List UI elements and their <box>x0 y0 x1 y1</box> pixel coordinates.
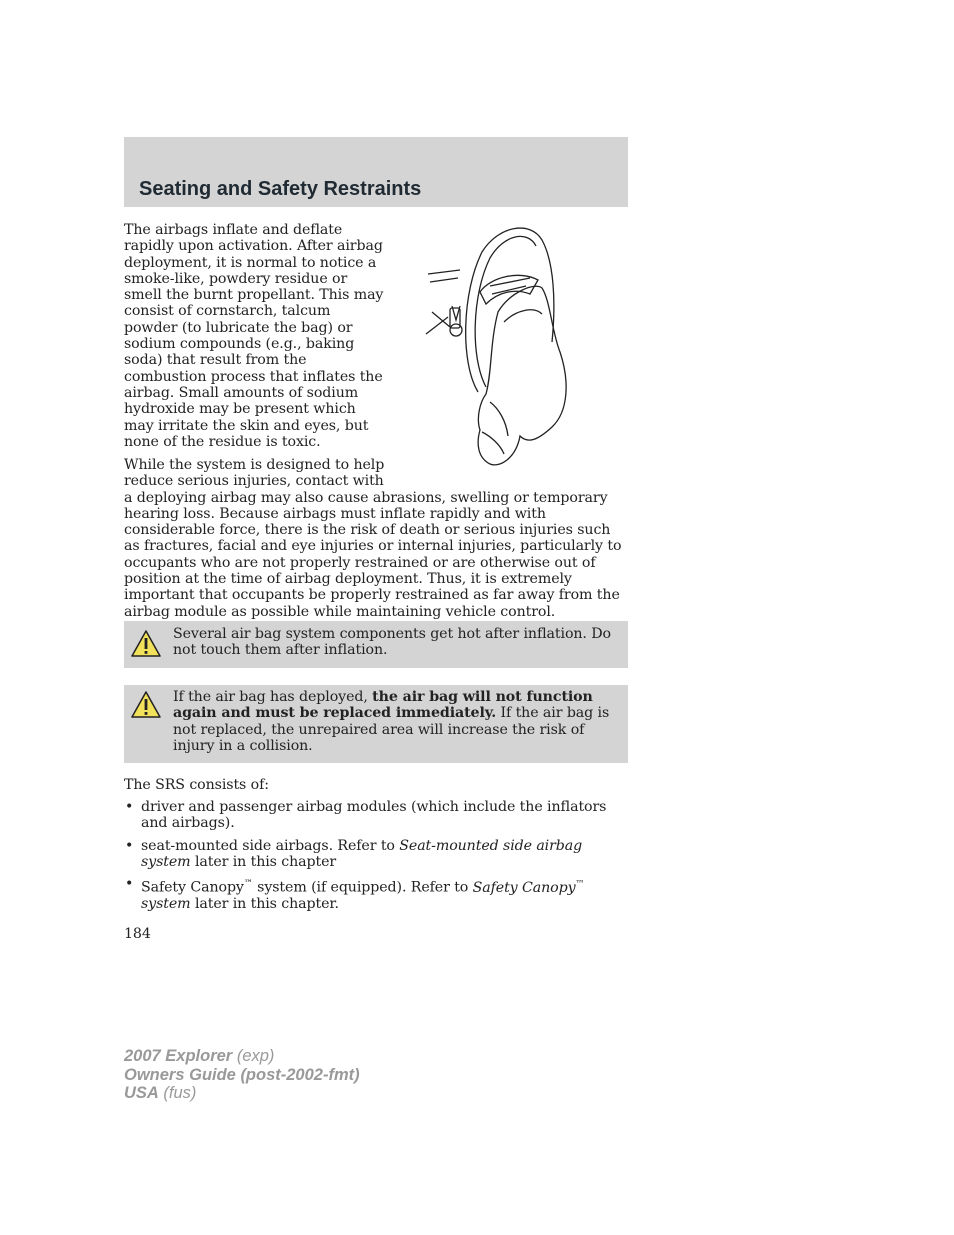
list-item-text: driver and passenger airbag modules (which include the inflators and airbags). <box>141 799 607 832</box>
bullet-icon: • <box>125 876 134 893</box>
paragraph-airbag-residue: The airbags inflate and deflate rapidly upon activation. After airbag deployment, it is normal to notice a smoke-like, powdery residue or smell the burnt propellant. This may consist of cornstarch, talcum powder (to lubricate the bag) or sodium compounds (e.g., baking soda) that result from the combustion process that inflates the airbag. Small amounts of sodium hydroxide may be present which may irritate the skin and eyes, but none of the residue is toxic. <box>124 222 384 450</box>
warning-text-part: If the air bag has deployed, <box>173 689 373 705</box>
list-item-text: later in this chapter <box>190 853 337 870</box>
paragraph-airbag-injuries-rest: a deploying airbag may also cause abrasions, swelling or temporary hearing loss. Because airbags must inflate rapidly and with considerable force, there is the risk of death or serious injuries such as fractures, facial and eye injuries or internal injuries, particularly to occupants who are not properly restrained or are otherwise out of position at the time of airbag deployment. Thus, it is extremely important that occupants be properly restrained as far away from the airbag module as possible while maintaining vehicle control. <box>124 489 622 620</box>
warning-text-part: If the air bag is not replaced, the unrepaired area will increase the risk of injury in a collision. <box>173 705 610 754</box>
paragraph-airbag-injuries-lead: While the system is designed to help reduce serious injuries, contact with <box>124 457 385 490</box>
paragraph-airbag-injuries <box>124 457 628 620</box>
warning-triangle-icon <box>130 690 162 719</box>
cross-reference: Seat-mounted side airbag system <box>141 837 583 870</box>
warning-box-hot-components <box>124 621 628 668</box>
list-item-text: seat-mounted side airbags. Refer to <box>141 837 400 854</box>
srs-intro: The SRS consists of: <box>124 777 269 793</box>
list-item-text: Safety Canopy <box>141 879 244 896</box>
warning-text-replace-airbag <box>130 689 620 754</box>
section-header-band <box>124 137 628 207</box>
warning-box-replace-airbag <box>124 685 628 763</box>
trademark-symbol: ™ <box>243 879 253 890</box>
list-item <box>124 799 628 832</box>
trademark-symbol: ™ <box>575 879 585 890</box>
list-item-text: system (if equipped). Refer to <box>252 879 473 896</box>
footer-model: 2007 Explorer <box>124 1047 233 1065</box>
page-number: 184 <box>124 926 151 942</box>
steering-wheel-airbag-illustration <box>420 222 580 470</box>
warning-text-replace-airbag-lead <box>130 689 620 754</box>
section-title: Seating and Safety Restraints <box>139 178 422 200</box>
warning-text-hot-components: Several air bag system components get hot after inflation. Do not touch them after inflation. <box>173 626 611 659</box>
bullet-icon: • <box>125 799 134 815</box>
footer-document-info <box>124 1047 360 1103</box>
srs-list <box>124 799 628 919</box>
list-item <box>124 876 628 912</box>
list-item <box>124 838 628 871</box>
cross-reference-text: system <box>141 896 191 913</box>
cross-reference-text: Safety Canopy <box>472 879 576 896</box>
list-item-text: later in this chapter. <box>190 896 339 913</box>
warning-text-bold: the air bag will not function again and must be replaced immediately. <box>173 689 593 722</box>
warning-triangle-icon <box>130 629 162 658</box>
footer-market-code: (fus) <box>158 1084 197 1102</box>
footer-market: USA <box>124 1084 159 1102</box>
footer-guide: Owners Guide (post-2002-fmt) <box>124 1065 360 1084</box>
footer-model-code: (exp) <box>232 1047 275 1065</box>
bullet-icon: • <box>125 837 134 854</box>
